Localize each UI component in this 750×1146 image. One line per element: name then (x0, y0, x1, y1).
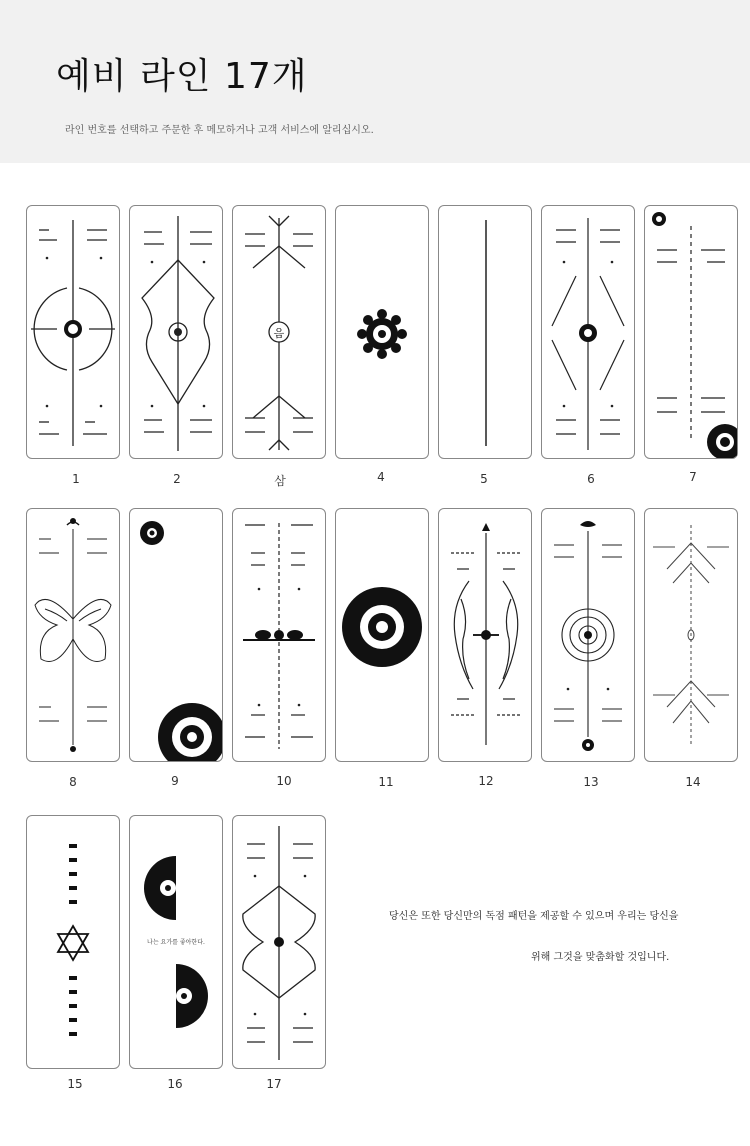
mat-1[interactable] (26, 205, 120, 459)
mat-number: 14 (685, 775, 701, 789)
ornament-dashed-design-icon (233, 509, 325, 761)
mat-number: 1 (72, 472, 80, 486)
half-mandala-design-icon (130, 816, 222, 1068)
arrows-chevron-design-icon (645, 509, 737, 761)
corner-mandala-design-icon (645, 206, 737, 458)
om-circle-design-icon (27, 206, 119, 458)
arrows-om-design-icon (233, 206, 325, 458)
mat-number: 16 (167, 1077, 183, 1091)
mat-number: 17 (266, 1077, 282, 1091)
mat-13[interactable] (541, 508, 635, 762)
header-banner (0, 0, 750, 163)
mat-14[interactable] (644, 508, 738, 762)
om-mandala-design-icon (336, 206, 428, 458)
mat-number: 11 (378, 775, 394, 789)
hexagram-chakra-design-icon (27, 816, 119, 1068)
page-subtitle: 라인 번호를 선택하고 주문한 후 메모하거나 고객 서비스에 알리십시오. (65, 125, 374, 136)
mat-7[interactable] (644, 205, 738, 459)
single-line-design-icon (439, 206, 531, 458)
mat-number: 10 (276, 774, 292, 788)
mat-number: 6 (587, 472, 595, 486)
mat-2[interactable] (129, 205, 223, 459)
page-title: 예비 라인 17개 (56, 56, 308, 97)
mat-caption-text: 나는 요가를 좋아한다. (147, 939, 205, 946)
mat-11[interactable] (335, 508, 429, 762)
mat-9[interactable] (129, 508, 223, 762)
chrysanthemum-corner-design-icon (130, 509, 222, 761)
lotus-mandala-design-icon (542, 509, 634, 761)
mat-8[interactable] (26, 508, 120, 762)
mat-number: 13 (583, 775, 599, 789)
mat-15[interactable] (26, 815, 120, 1069)
mat-number: 9 (171, 774, 179, 788)
mat-10[interactable] (232, 508, 326, 762)
mat-number: 2 (173, 472, 181, 486)
mat-12[interactable] (438, 508, 532, 762)
mat-6[interactable] (541, 205, 635, 459)
om-diamond-design-icon (130, 206, 222, 458)
butterfly-design-icon (27, 509, 119, 761)
mat-number: 삼 (274, 474, 286, 488)
mat-3[interactable] (232, 205, 326, 459)
custom-pattern-note-line2: 위해 그것을 맞춤화할 것입니다. (531, 952, 670, 963)
mat-16[interactable] (129, 815, 223, 1069)
custom-pattern-note-line1: 당신은 또한 당신만의 독점 패턴을 제공할 수 있으며 우리는 당신을 (389, 911, 679, 922)
hourglass-design-icon (233, 816, 325, 1068)
cross-scroll-design-icon (439, 509, 531, 761)
mat-number: 8 (69, 775, 77, 789)
mat-number: 15 (67, 1077, 83, 1091)
mat-4[interactable] (335, 205, 429, 459)
mat-17[interactable] (232, 815, 326, 1069)
mat-5[interactable] (438, 205, 532, 459)
mat-number: 5 (480, 472, 488, 486)
mat-number: 12 (478, 774, 494, 788)
mat-number: 4 (377, 470, 385, 484)
large-flower-design-icon (336, 509, 428, 761)
om-symbol-text: 음 (273, 327, 285, 340)
mat-number: 7 (689, 470, 697, 484)
om-rhombus-design-icon (542, 206, 634, 458)
